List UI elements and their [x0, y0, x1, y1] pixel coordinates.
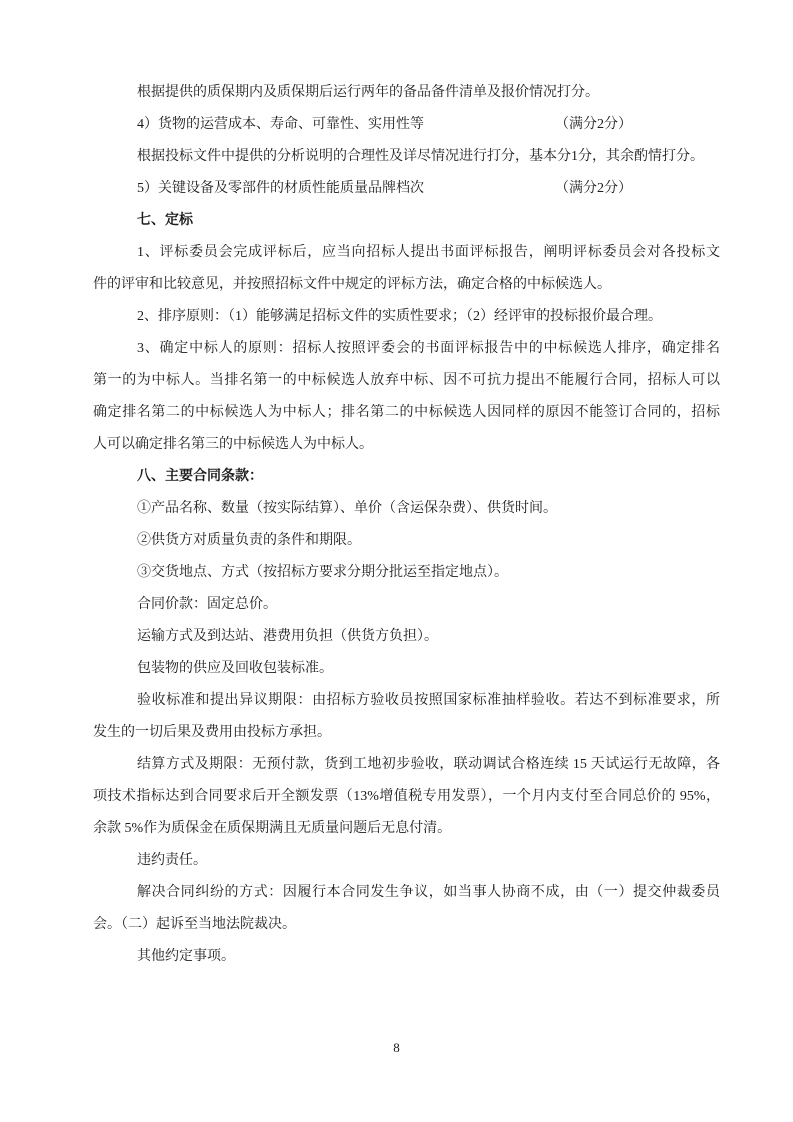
line-text: 2、排序原则：（1）能够满足招标文件的实质性要求；（2）经评审的投标报价最合理。: [137, 309, 662, 324]
max-score-label: （满分2分）: [555, 117, 632, 132]
line-text: ③交货地点、方式（按招标方要求分期分批运至指定地点）。: [137, 565, 508, 580]
section-heading: [93, 461, 720, 493]
text-line: [93, 237, 720, 269]
text-line: [93, 653, 720, 685]
text-line: [93, 589, 720, 621]
line-text: 5）关键设备及零部件的材质性能质量品牌档次: [137, 181, 424, 196]
text-line: [93, 365, 720, 397]
line-text: 1、评标委员会完成评标后，应当向招标人提出书面评标报告，阐明评标委员会对各投标文: [137, 245, 720, 260]
text-line: [93, 429, 720, 461]
line-text: ①产品名称、数量（按实际结算）、单价（含运保杂费）、供货时间。: [137, 501, 557, 516]
line-text: 确定排名第二的中标候选人为中标人；排名第二的中标候选人因同样的原因不能签订合同的，招标: [93, 405, 720, 420]
line-text: 运输方式及到达站、港费用负担（供货方负担）。: [137, 629, 438, 644]
page-number: 8: [393, 1040, 400, 1055]
line-text: 件的评审和比较意见，并按照招标文件中规定的评标方法，确定合格的中标候选人。: [93, 277, 611, 292]
text-line: [93, 525, 720, 557]
line-text: 违约责任。: [137, 853, 207, 868]
text-line: [93, 621, 720, 653]
text-line: [93, 141, 720, 173]
text-line: [93, 813, 720, 845]
line-text: ②供货方对质量负责的条件和期限。: [137, 533, 361, 548]
line-text: 七、定标: [137, 213, 193, 228]
line-text: 解决合同纠纷的方式：因履行本合同发生争议，如当事人协商不成，由（一）提交仲裁委员: [137, 885, 720, 900]
text-line: [93, 781, 720, 813]
text-line: [93, 717, 720, 749]
section-heading: [93, 205, 720, 237]
text-line: [93, 941, 720, 973]
line-text: 余款 5%作为质保金在质保期满且无质量问题后无息付清。: [93, 821, 452, 836]
text-line: [93, 557, 720, 589]
line-text: 其他约定事项。: [137, 949, 235, 964]
text-line: [93, 749, 720, 781]
text-line: [93, 397, 720, 429]
line-text: 项技术指标达到合同要求后开全额发票（13%增值税专用发票），一个月内支付至合同总价的 95%，: [93, 789, 720, 804]
text-line: [93, 333, 720, 365]
line-text: 结算方式及期限：无预付款，货到工地初步验收，联动调试合格连续 15 天试运行无故障，各: [137, 757, 720, 772]
text-line: [93, 173, 720, 205]
line-text: 根据投标文件中提供的分析说明的合理性及详尽情况进行打分，基本分1分，其余酌情打分。: [137, 149, 704, 164]
text-line: [93, 493, 720, 525]
text-line: [93, 909, 720, 941]
text-line: [93, 269, 720, 301]
text-line: [93, 77, 720, 109]
text-line: [93, 877, 720, 909]
text-line: [93, 301, 720, 333]
line-text: 3、确定中标人的原则：招标人按照评委会的书面评标报告中的中标候选人排序，确定排名: [137, 341, 720, 356]
text-line: [93, 109, 720, 141]
line-text: 人可以确定排名第三的中标候选人为中标人。: [93, 437, 373, 452]
max-score-label: （满分2分）: [555, 181, 632, 196]
line-text: 发生的一切后果及费用由投标方承担。: [93, 725, 331, 740]
document-body: [93, 77, 720, 973]
line-text: 验收标准和提出异议期限：由招标方验收员按照国家标准抽样验收。若达不到标准要求，所: [137, 693, 720, 708]
line-text: 根据提供的质保期内及质保期后运行两年的备品备件清单及报价情况打分。: [137, 85, 599, 100]
text-line: [93, 685, 720, 717]
line-text: 八、主要合同条款：: [137, 469, 263, 484]
text-line: [93, 845, 720, 877]
line-text: 包装物的供应及回收包装标准。: [137, 661, 333, 676]
line-text: 4）货物的运营成本、寿命、可靠性、实用性等: [137, 117, 424, 132]
line-text: 第一的为中标人。当排名第一的中标候选人放弃中标、因不可抗力提出不能履行合同，招标人可以: [93, 373, 720, 388]
line-text: 合同价款：固定总价。: [137, 597, 277, 612]
line-text: 会。（二）起诉至当地法院裁决。: [93, 917, 296, 932]
